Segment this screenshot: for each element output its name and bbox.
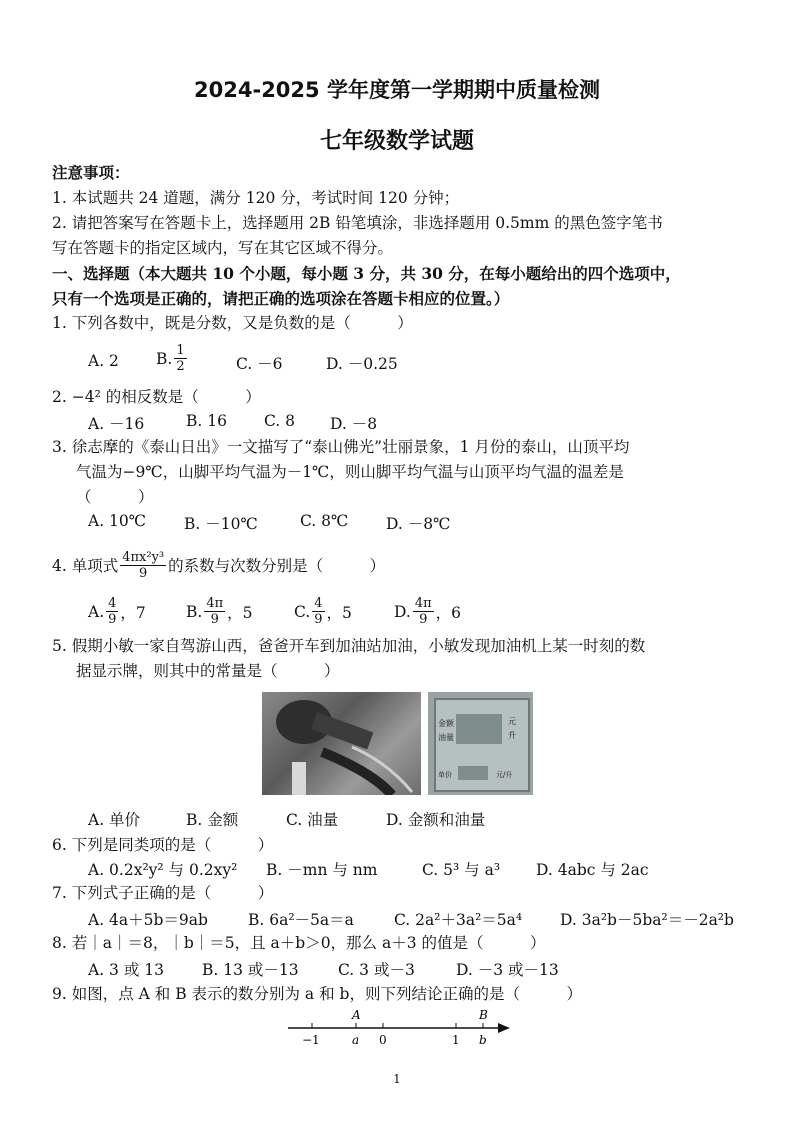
question-5-line-1: 5. 假期小敏一家自驾游山西，爸爸开车到加油站加油，小敏发现加油机上某一时刻的数 xyxy=(52,637,646,655)
question-1-stem: 1. 下列各数中，既是分数，又是负数的是（ ） xyxy=(52,314,413,332)
q4-option-c-denominator: 9 xyxy=(314,612,323,627)
panel-price-unit: 元/升 xyxy=(496,771,513,779)
q4-option-a xyxy=(88,596,146,627)
q5-option-a: A. 单价 xyxy=(88,811,141,829)
q4-option-a-fraction xyxy=(106,596,118,627)
notice-line-1: 1. 本试题共 24 道题，满分 120 分，考试时间 120 分钟； xyxy=(52,189,460,207)
q4-option-c-post: ，5 xyxy=(326,603,352,622)
q7-option-a: A. 4a＋5b＝9ab xyxy=(88,911,208,929)
q5-option-d: D. 金额和油量 xyxy=(386,811,486,829)
exam-title: 2024-2025 学年度第一学期期中质量检测 xyxy=(194,78,600,102)
q4-option-c xyxy=(294,596,352,627)
section-heading-1: 一、选择题（本大题共 10 个小题，每小题 3 分，共 30 分，在每小题给出的四个选项中， xyxy=(52,264,681,283)
q1-option-b-fraction xyxy=(174,343,186,374)
q6-option-d: D. 4abc 与 2ac xyxy=(536,861,649,879)
q5-option-c: C. 油量 xyxy=(286,811,339,829)
notice-line-2b: 写在答题卡的指定区域内，写在其它区域不得分。 xyxy=(52,239,394,257)
fuel-nozzle-drawing xyxy=(262,692,421,795)
q8-option-b: B. 13 或－13 xyxy=(202,961,299,979)
page-number: 1 xyxy=(393,1072,401,1086)
q2-option-c: C. 8 xyxy=(264,412,296,430)
q6-option-a: A. 0.2x²y² 与 0.2xy² xyxy=(88,861,238,879)
q1-option-b-label: B. xyxy=(156,349,173,368)
section-heading-2: 只有一个选项是正确的，请把正确的选项涂在答题卡相应的位置。） xyxy=(52,289,510,308)
q4-option-d xyxy=(394,596,461,627)
q4-option-d-post: ，6 xyxy=(435,603,462,622)
q3-option-a: A. 10℃ xyxy=(88,512,147,530)
number-line xyxy=(280,1006,520,1050)
point-a-label: A xyxy=(352,1008,361,1022)
panel-digits xyxy=(456,714,502,744)
q5-option-b: B. 金额 xyxy=(186,811,239,829)
q4-option-b-label: B. xyxy=(186,602,203,621)
point-b-label: B xyxy=(479,1008,488,1022)
q4-monomial-denominator: 9 xyxy=(139,566,148,581)
q1-option-c: C. －6 xyxy=(236,355,283,373)
q1-option-b xyxy=(156,343,189,374)
q2-option-b: B. 16 xyxy=(186,412,227,430)
question-8-stem: 8. 若｜a｜＝8，｜b｜＝5，且 a＋b＞0，那么 a＋3 的值是（ ） xyxy=(52,934,546,952)
q3-option-b: B. －10℃ xyxy=(184,515,258,533)
question-3-line-3: （ ） xyxy=(76,488,154,506)
q3-option-c: C. 8℃ xyxy=(300,512,349,530)
q4-monomial-fraction xyxy=(120,550,166,581)
q4-option-a-label: A. xyxy=(88,602,105,621)
notice-line-2a: 2. 请把答案写在答题卡上，选择题用 2B 铅笔填涂，非选择题用 0.5mm 的黑色签字笔书 xyxy=(52,214,663,232)
q7-option-d: D. 3a²b－5ba²＝－2a²b xyxy=(560,911,734,929)
q8-option-d: D. －3 或－13 xyxy=(456,961,559,979)
question-6-stem: 6. 下列是同类项的是（ ） xyxy=(52,836,274,854)
question-3-line-2: 气温为−9℃，山脚平均气温为－1℃，则山脚平均气温与山顶平均气温的温差是 xyxy=(76,463,624,481)
q4-option-a-denominator: 9 xyxy=(108,612,117,627)
question-4-stem xyxy=(52,550,385,581)
q4-option-c-fraction xyxy=(312,596,324,627)
q2-option-d: D. －8 xyxy=(330,415,378,433)
panel-amount-label: 金额 xyxy=(438,719,454,728)
q4-option-b xyxy=(186,596,253,627)
q4-option-d-numerator: 4π xyxy=(414,596,432,611)
q1-option-b-numerator: 1 xyxy=(176,343,185,358)
pump-display-photo xyxy=(428,692,533,795)
tick-label-b: b xyxy=(479,1033,487,1047)
q2-option-a: A. －16 xyxy=(88,415,145,433)
q7-option-c: C. 2a²＋3a²＝5a⁴ xyxy=(394,911,523,929)
q6-option-c: C. 5³ 与 a³ xyxy=(422,861,501,879)
panel-price-label: 单价 xyxy=(438,771,452,779)
number-line-arrow xyxy=(498,1023,510,1033)
question-9-stem: 9. 如图，点 A 和 B 表示的数分别为 a 和 b，则下列结论正确的是（ ） xyxy=(52,985,582,1003)
question-5-line-2: 据显示牌，则其中的常量是（ ） xyxy=(76,662,340,680)
q1-option-b-denominator: 2 xyxy=(176,359,185,374)
q4-option-b-denominator: 9 xyxy=(210,612,219,627)
question-3-line-1: 3. 徐志摩的《泰山日出》一文描写了“泰山佛光”壮丽景象，1 月份的泰山，山顶平均 xyxy=(52,438,630,456)
q4-option-b-numerator: 4π xyxy=(206,596,224,611)
question-2-stem: 2. −4² 的相反数是（ ） xyxy=(52,388,261,406)
q6-option-b: B. －mn 与 nm xyxy=(266,861,378,879)
exam-subtitle: 七年级数学试题 xyxy=(319,129,474,154)
notice-heading: 注意事项： xyxy=(52,163,130,182)
tick-label-a: a xyxy=(352,1033,360,1047)
q4-option-d-fraction xyxy=(413,596,434,627)
q4-option-c-numerator: 4 xyxy=(314,596,323,611)
tick-label-one: 1 xyxy=(452,1033,460,1047)
q4-option-c-label: C. xyxy=(294,602,311,621)
tick-label-zero: 0 xyxy=(379,1033,387,1047)
q3-option-d: D. －8℃ xyxy=(386,515,451,533)
q4-monomial-numerator: 4πx²y³ xyxy=(122,550,165,565)
q4-option-b-fraction xyxy=(204,596,225,627)
q4-option-a-post: ，7 xyxy=(120,603,146,622)
q8-option-c: C. 3 或－3 xyxy=(338,961,415,979)
q1-option-d: D. －0.25 xyxy=(326,355,398,373)
panel-unit-liter: 升 xyxy=(508,731,516,740)
q4-stem-post: 的系数与次数分别是（ ） xyxy=(168,556,386,575)
q8-option-a: A. 3 或 13 xyxy=(88,961,164,979)
panel-volume-label: 油量 xyxy=(438,733,454,742)
tick-label-minus-one: −1 xyxy=(302,1033,320,1047)
q4-option-b-post: ，5 xyxy=(227,603,253,622)
q4-option-d-denominator: 9 xyxy=(419,612,428,627)
panel-unit-yuan: 元 xyxy=(508,717,516,726)
fuel-nozzle-photo xyxy=(262,692,421,795)
question-7-stem: 7. 下列式子正确的是（ ） xyxy=(52,884,274,902)
q1-option-a: A. 2 xyxy=(88,352,119,370)
q7-option-b: B. 6a²－5a＝a xyxy=(248,911,354,929)
q4-option-a-numerator: 4 xyxy=(108,596,117,611)
panel-price-digits xyxy=(458,766,488,780)
q4-stem-pre: 4. 单项式 xyxy=(52,556,119,575)
q4-option-d-label: D. xyxy=(394,602,411,621)
